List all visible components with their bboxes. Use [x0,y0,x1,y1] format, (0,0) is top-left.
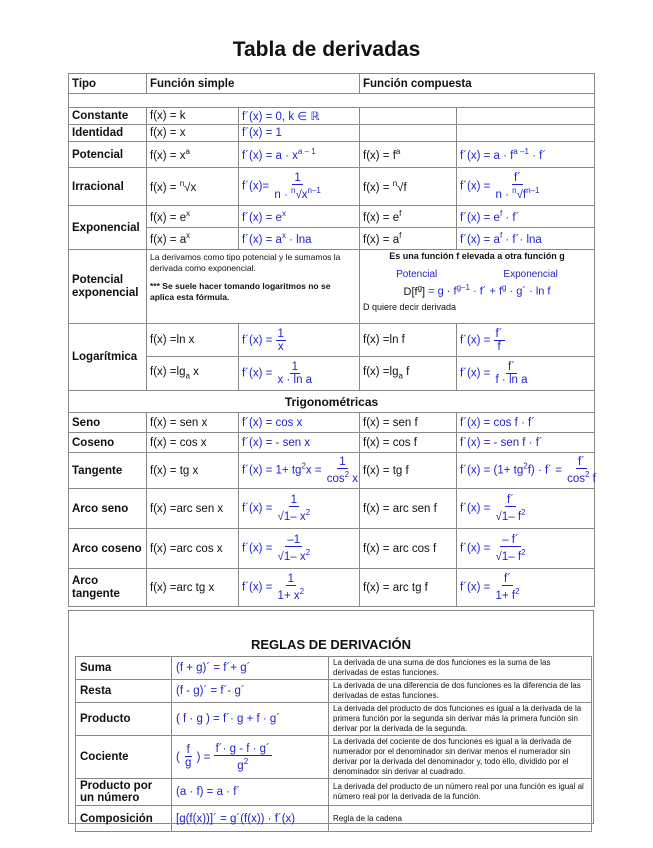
row-label: Arco coseno [69,529,147,569]
deriv-cell: f´(x) = - sen x [239,433,360,453]
deriv-cell: f´(x) = $\frac{f´}{√1- f^2}$ [457,489,595,529]
func-cell: $f(x) = x^a$ [147,142,239,168]
rules-table [75,656,592,832]
page-title: Tabla de derivadas [232,38,421,61]
rules-title: REGLAS DE DERIVACIÓN [250,637,412,652]
rule-name: Suma [76,657,172,680]
rule-name: Producto por un número [76,779,172,806]
deriv-cell: f´(x) = $\frac{f´}{f}$ [457,324,595,357]
func-cell: f(x) =ln x [147,324,239,357]
potexp-formula: $D[f^g] = g \cdot f^{g-1}$ · f´ + $f^g$ · g´ · ln f [403,283,551,298]
deriv-cell: f´(x) = - sen f · f´ [457,433,595,453]
func-cell: f(x) = arc sen f [360,489,457,529]
func-cell: f(x) = arc tg f [360,569,457,607]
row-label: Exponencial [69,206,147,250]
rule-desc: Regla de la cadena [329,806,592,832]
func-cell: f(x) = sen f [360,413,457,433]
deriv-cell: f´(x) = 1 [239,125,360,142]
rule-name: Producto [76,703,172,736]
rule-formula: (f - g)´ = f´- g´ [172,680,329,703]
func-cell: $f(x) = e^f$ [360,206,457,228]
rule-name: Cociente [76,736,172,779]
spacer-row [69,94,595,108]
rule-formula: ( $\frac{f}{g}$ ) = $\frac{f´\cdot g - f \cdot g´}{g^2}$ [172,736,329,779]
label-exponencial: Exponencial [503,269,558,280]
deriv-cell: f´(x) = $\frac{f´}{n \cdot ^n√f^{n-1}}$ [457,168,595,206]
rule-formula: (f + g)´ = f´+ g´ [172,657,329,680]
func-cell: f(x) = sen x [147,413,239,433]
row-label: Arco tangente [69,569,147,607]
trig-title: Trigonométricas [69,391,595,413]
rule-formula: [g(f(x))]´ = g´(f(x)) · f´(x) [172,806,329,832]
deriv-cell: f´(x) = $e^f$ · f´ [457,206,595,228]
func-cell: $f(x) = a^f$ [360,228,457,250]
func-cell: f(x) = tg x [147,453,239,489]
func-cell: $f(x) =\lg_a$ f [360,357,457,391]
deriv-cell: f´(x) = $1+ tg^2x$ = $\frac{1}{\cos^2 x}$ [239,453,360,489]
func-cell: f(x) =arc cos x [147,529,239,569]
deriv-cell: f´(x) = $\frac{1}{1+ x^2}$ [239,569,360,607]
func-cell: f(x) = $^n$√x [147,168,239,206]
deriv-cell: f´(x) = $a \cdot f^{a -1}$ · f´ [457,142,595,168]
func-cell: f(x) =arc sen x [147,489,239,529]
deriv-cell: f´(x) = cos x [239,413,360,433]
deriv-cell: f´(x) = cos f · f´ [457,413,595,433]
deriv-cell: f´(x) = $a^f$ · f´· lna [457,228,595,250]
func-cell: f(x) = cos x [147,433,239,453]
func-cell: f(x) = k [147,108,239,125]
deriv-cell: f´(x) = $a \cdot x^{a - 1}$ [239,142,360,168]
deriv-cell: f´(x) = 0, k ∈ ℝ [239,108,360,125]
row-label: Irracional [69,168,147,206]
deriv-cell: f´(x)= $\frac{1}{n \cdot ^n√x^{n-1}}$ [239,168,360,206]
rule-formula: (a · f) = a · f´ [172,779,329,806]
rule-desc: La derivada del cociente de dos funciones es igual a la derivada de numerador por el denominador sin derivar menos el numerador sin derivar por la derivada del denominador y, todo ello, dividido por el denominador sin derivar al cuadrado. [329,736,592,779]
row-label: Arco seno [69,489,147,529]
func-cell: $f(x) =\lg_a$ x [147,357,239,391]
func-cell: f(x) = x [147,125,239,142]
row-label: Seno [69,413,147,433]
header-simple: Función simple [147,74,360,94]
row-label: Logarítmica [69,324,147,391]
deriv-cell: f´(x) = $(1+ tg^2f)$ · f´ = $\frac{f´}{\cos^2 f}$ [457,453,595,489]
potexp-right-title: Es una función f elevada a otra función g [389,251,565,261]
rule-desc: La derivada del producto de dos funciones es igual a la derivada de la primera función por la segunda sin derivar más la primera función sin derivar por la derivada de la segunda. [329,703,592,736]
label-potencial: Potencial [396,269,438,280]
row-label: Potencial exponencial [69,250,147,324]
deriv-cell: f´(x) = $a^x \cdot \ln a$ [239,228,360,250]
deriv-cell: f´(x) = $\frac{1}{\text{x · ln a}}$ [239,357,360,391]
deriv-cell: f´(x) = $\frac{- f´}{√1- f^2}$ [457,529,595,569]
func-cell: f(x) =arc tg x [147,569,239,607]
deriv-cell: f´(x) = $\frac{f´}{\text{f · ln a}}$ [457,357,595,391]
row-label: Identidad [69,125,147,142]
func-cell: $f(x) = e^x$ [147,206,239,228]
func-cell: f(x) = $^n$√f [360,168,457,206]
rule-name: Resta [76,680,172,703]
func-cell: f(x) =ln f [360,324,457,357]
header-tipo: Tipo [69,74,147,94]
deriv-cell: f´(x) = $\frac{-1}{√1- x^2}$ [239,529,360,569]
func-cell: $f(x) = f^a$ [360,142,457,168]
rule-name: Composición [76,806,172,832]
rule-desc: La derivada de una suma de dos funciones es la suma de las derivadas de estas funciones. [329,657,592,680]
func-cell: f(x) = tg f [360,453,457,489]
row-label: Potencial [69,142,147,168]
row-label: Coseno [69,433,147,453]
derivatives-table [68,73,595,607]
row-label: Constante [69,108,147,125]
rule-desc: La derivada de una diferencia de dos funciones es la diferencia de las derivadas de estas funciones. [329,680,592,703]
func-cell: f(x) = cos f [360,433,457,453]
rule-formula: ( f · g ) = f´· g + f · g´ [172,703,329,736]
potexp-text: La derivamos como tipo potencial y le sumamos la derivada como exponencial. [150,252,341,273]
potexp-d-note: D quiere decir derivada [363,301,457,312]
header-compuesta: Función compuesta [360,74,595,94]
deriv-cell: f´(x) = $e^x$ [239,206,360,228]
deriv-cell: f´(x) = $\frac{1}{√1- x^2}$ [239,489,360,529]
rule-desc: La derivada del producto de un número real por una función es igual al número real por la derivada de la función. [329,779,592,806]
func-cell: $f(x) = a^x$ [147,228,239,250]
deriv-cell: f´(x) = $\frac{1}{x}$ [239,324,360,357]
row-label: Tangente [69,453,147,489]
deriv-cell: f´(x) = $\frac{f´}{1+ f^2}$ [457,569,595,607]
func-cell: f(x) = arc cos f [360,529,457,569]
potexp-note: *** Se suele hacer tomando logaritmos no se aplica esta fórmula. [150,281,331,302]
